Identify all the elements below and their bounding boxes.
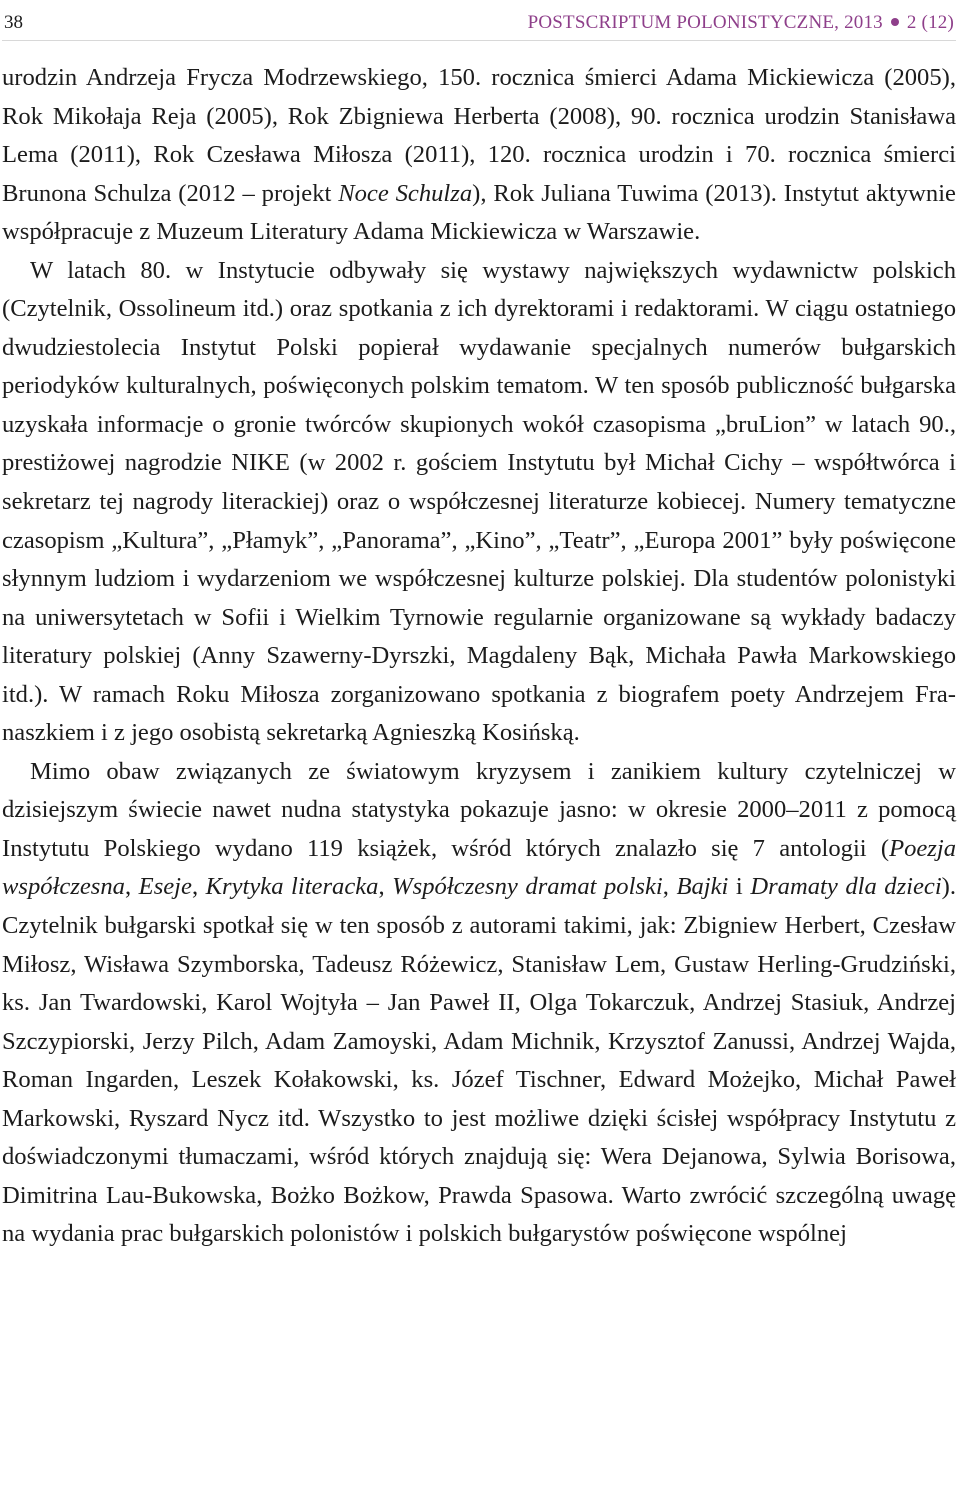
paragraph: [2, 753, 956, 1254]
italic-title: Krytyka literacka: [205, 873, 379, 901]
italic-title: Poezja współczesna: [2, 834, 956, 901]
article-body: [2, 59, 956, 1254]
italic-title: Eseje: [138, 873, 192, 901]
italic-title: Noce Schulza: [338, 179, 473, 207]
text-run: urodzin Andrzeja Frycza Modrzewskiego, 150. rocznica śmierci Adama Mickiewicza (2005), Rok Mikołaja Reja (2005), Rok Zbigniewa Herberta (2008), 90. rocznica urodzin Stanisława Lema (2011), Rok Czesława Miłosza (2011), 120. rocznica urodzin i 70. rocznica śmierci Brunona Schulza (2012 – projekt: [2, 64, 956, 207]
paragraph: [2, 252, 956, 753]
journal-issue: 2 (12): [906, 12, 954, 33]
text-run: ), Rok Juliana Tuwima (2013). Instytut aktywnie współpracuje z Muzeum Literatury Adama Mickiewicza w Warszawie.: [2, 179, 956, 246]
text-run: ). Czytelnik bułgarski spotkał się w ten sposób z autorami takimi, jak: Zbigniew Herbert, Czesław Miłosz, Wisława Szymborska, Tadeusz Różewicz, Stanisław Lem, Gustaw Herling-Grudziński, ks. Jan Twardowski, Karol Wojtyła – Jan Paweł II, Olga Tokarczuk, Andrzej Stasiuk, Andrzej Szczypiorski, Jerzy Pilch, Adam Zamoyski, Adam Michnik, Krzysztof Zanussi, Andrzej Wajda, Roman Ingarden, Leszek Kołakowski, ks. Józef Tischner, Edward Możejko, Michał Paweł Markowski, Ryszard Nycz itd. Wszystko to jest możliwe dzięki ścisłej współpracy Instytutu z doświadczonymi tłumaczami, wśród których znajdują się: Wera Dejanowa, Sylwia Borisowa, Dimitrina Lau-Bukowska, Bożko Bożkow, Prawda Spasowa. Warto zwrócić szczególną uwagę na wydania prac bułgarskich polonistów i polskich bułgarystów poświęcone wspólnej: [2, 873, 957, 1248]
journal-header: [528, 12, 954, 34]
running-header: [2, 0, 956, 41]
text-run: ,: [191, 873, 206, 901]
italic-title: Bajki: [676, 873, 729, 901]
text-run: ,: [662, 873, 677, 901]
journal-title: POSTSCRIPTUM POLONISTYCZNE, 2013: [527, 12, 883, 33]
text-run: Mimo obaw związanych ze światowym kryzysem i zanikiem kultury czytelniczej w dzisiejszym świecie nawet nudna statystyka pokazuje jasno: w okresie 2000–2011 z pomocą Instytutu Polskiego wydano 119 książek, wśród których znalazło się 7 antologii (: [2, 757, 956, 862]
text-run: ,: [378, 873, 393, 901]
text-run: W latach 80. w Instytucie odbywały się wystawy największych wydawnictw polskich (Czytelnik, Ossolineum itd.) oraz spotkania z ich dyrektorami i redaktorami. W ciągu ostatniego dwudziestolecia Instytut Polski popierał wydawanie specjalnych numerów bułgarskich periodyków kulturalnych, poświęconych polskim tematom. W ten sposób publiczność bułgarska uzyskała informacje o gronie twórców skupionych wokół czasopisma „bruLion” w latach 90., prestiżowej nagrodzie NIKE (w 2002 r. gościem Instytutu był Michał Cichy – współtwórca i sekretarz tej nagrody literackiej) oraz o współczesnej literaturze kobiecej. Numery tematyczne czasopism „Kultura”, „Płamyk”, „Panorama”, „Kino”, „Teatr”, „Europa 2001” były poświęcone słynnym ludziom i wydarzeniom we współczesnej kulturze polskiej. Dla studentów polonistyki na uniwersytetach w Sofii i Wielkim Tyrnowie regularnie organizowane są wykłady badaczy literatury polskiej (Anny Szawerny-Dyrszki, Magdaleny Bąk, Michała Pawła Markowskiego itd.). W ramach Roku Miłosza zorganizowano spotkania z biografem poety Andrzejem Franaszkiem i z jego osobistą sekretarką Agnieszką Kosińską.: [2, 256, 956, 747]
italic-title: Dramaty dla dzieci: [750, 873, 942, 901]
paragraph: [2, 59, 956, 252]
bullet-separator-icon: [891, 18, 899, 26]
page-number: 38: [4, 12, 23, 33]
text-run: ,: [124, 873, 139, 901]
italic-title: Współczesny dramat polski: [392, 873, 663, 901]
text-run: i: [728, 873, 751, 901]
